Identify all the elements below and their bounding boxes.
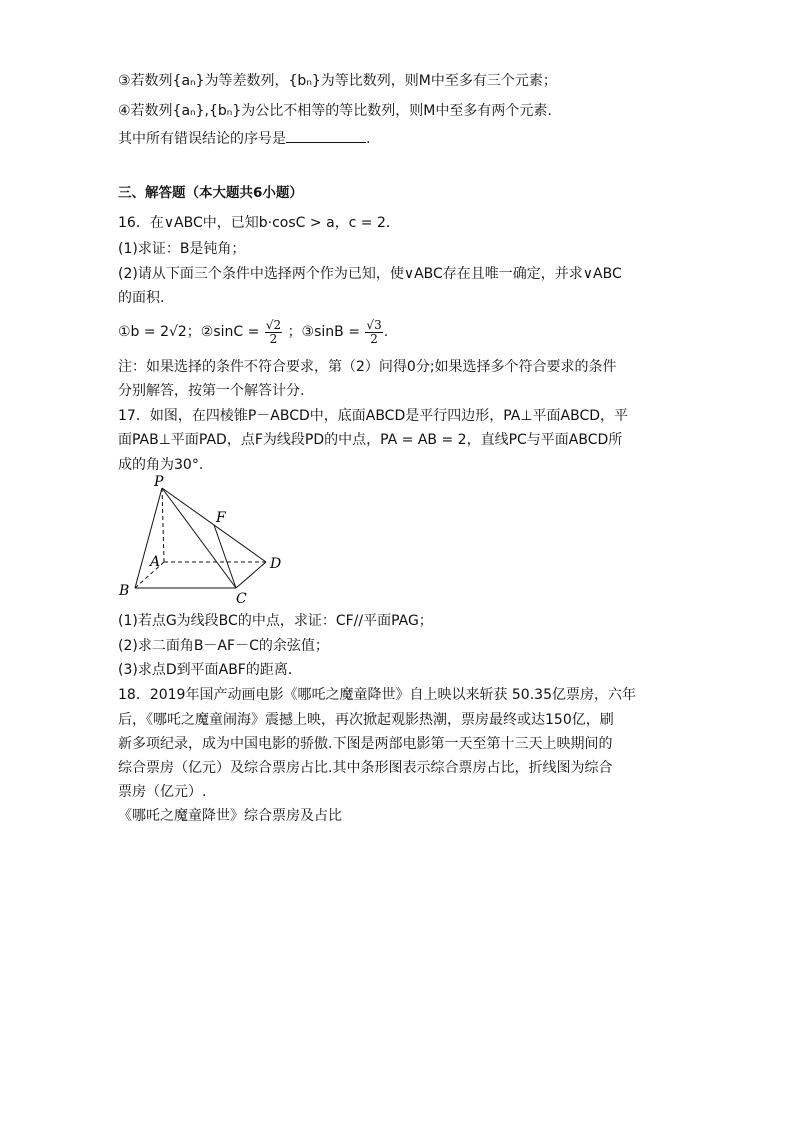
- q17-stem-2: 面PAB⊥平面PAD，点F为线段PD的中点，PA = AB = 2，直线PC与平面ABCD所: [118, 432, 623, 448]
- statement-3: ③若数列{aₙ}为等差数列，{bₙ}为等比数列，则M中至多有三个元素；: [118, 73, 557, 89]
- label-C: C: [236, 591, 247, 606]
- q16-part2-cont: 的面积.: [118, 290, 165, 306]
- q18-stem: 18．2019年国产动画电影《哪吒之魔童降世》自上映以来斩获 50.35亿票房，六年: [118, 687, 636, 703]
- edge-PB: [135, 488, 162, 588]
- statement-4: ④若数列{aₙ},{bₙ}为公比不相等的等比数列，则M中至多有两个元素.: [118, 103, 552, 119]
- q18-stem-4: 综合票房（亿元）及综合票房占比.其中条形图表示综合票房占比，折线图为综合: [118, 760, 613, 776]
- q17-part2: (2)求二面角B－AF－C的余弦值；: [118, 638, 329, 654]
- condition-1-2: ①b = 2√2；②sinC =: [118, 324, 260, 340]
- label-P: P: [154, 474, 164, 490]
- frac1-numerator: √2: [265, 317, 282, 332]
- edge-CD: [236, 562, 266, 588]
- q16-part1: (1)求证：B是钝角；: [118, 241, 246, 257]
- q18-stem-3: 新多项纪录，成为中国电影的骄傲.下图是两部电影第一天至第十三天上映期间的: [118, 736, 613, 752]
- edge-PC: [162, 488, 236, 588]
- chart-caption: 《哪吒之魔童降世》综合票房及占比: [118, 808, 342, 824]
- frac1-denominator: 2: [269, 331, 278, 346]
- edge-FC: [214, 525, 236, 588]
- q17-part3: (3)求点D到平面ABF的距离．: [118, 662, 302, 678]
- edge-PA: [162, 488, 164, 562]
- fill-blank-prompt: 其中所有错误结论的序号是: [118, 131, 286, 147]
- q17-part1: (1)若点G为线段BC的中点，求证：CF//平面PAG；: [118, 613, 433, 629]
- answer-blank: [286, 128, 366, 143]
- condition-3: ；③sinB =: [287, 324, 360, 340]
- fill-blank-end: .: [366, 131, 371, 147]
- pyramid-figure: [116, 474, 296, 606]
- section-heading: 三、解答题（本大题共6小题）: [118, 185, 303, 201]
- q16-part2: (2)请从下面三个条件中选择两个作为已知，使∨ABC存在且唯一确定，并求∨ABC: [118, 266, 622, 282]
- q17-stem-3: 成的角为30°.: [118, 457, 204, 473]
- q17-stem: 17．如图，在四棱锥P－ABCD中，底面ABCD是平行四边形，PA⊥平面ABCD，平: [118, 408, 629, 424]
- label-F: F: [216, 510, 226, 526]
- sqrt3-over-2: [365, 319, 382, 346]
- label-A: A: [150, 554, 161, 570]
- q16-note-cont: 分别解答，按第一个解答计分.: [118, 383, 305, 399]
- q18-stem-2: 后，《哪吒之魔童闹海》震撼上映，再次掀起观影热潮，票房最终或达150亿，刷: [118, 712, 614, 728]
- frac2-denominator: 2: [370, 331, 378, 346]
- q16-note: 注：如果选择的条件不符合要求，第（2）问得0分;如果选择多个符合要求的条件: [118, 359, 617, 375]
- sqrt2-over-2: [265, 319, 282, 346]
- label-B: B: [119, 583, 130, 599]
- q18-stem-5: 票房（亿元）.: [118, 784, 207, 800]
- q16-conditions: [118, 318, 388, 346]
- frac2-numerator: √3: [366, 317, 382, 332]
- label-D: D: [270, 556, 282, 572]
- conditions-end: .: [383, 324, 389, 340]
- q16-stem: 16．在∨ABC中，已知b·cosC > a，c = 2．: [118, 215, 400, 231]
- fill-blank-question: [118, 128, 370, 149]
